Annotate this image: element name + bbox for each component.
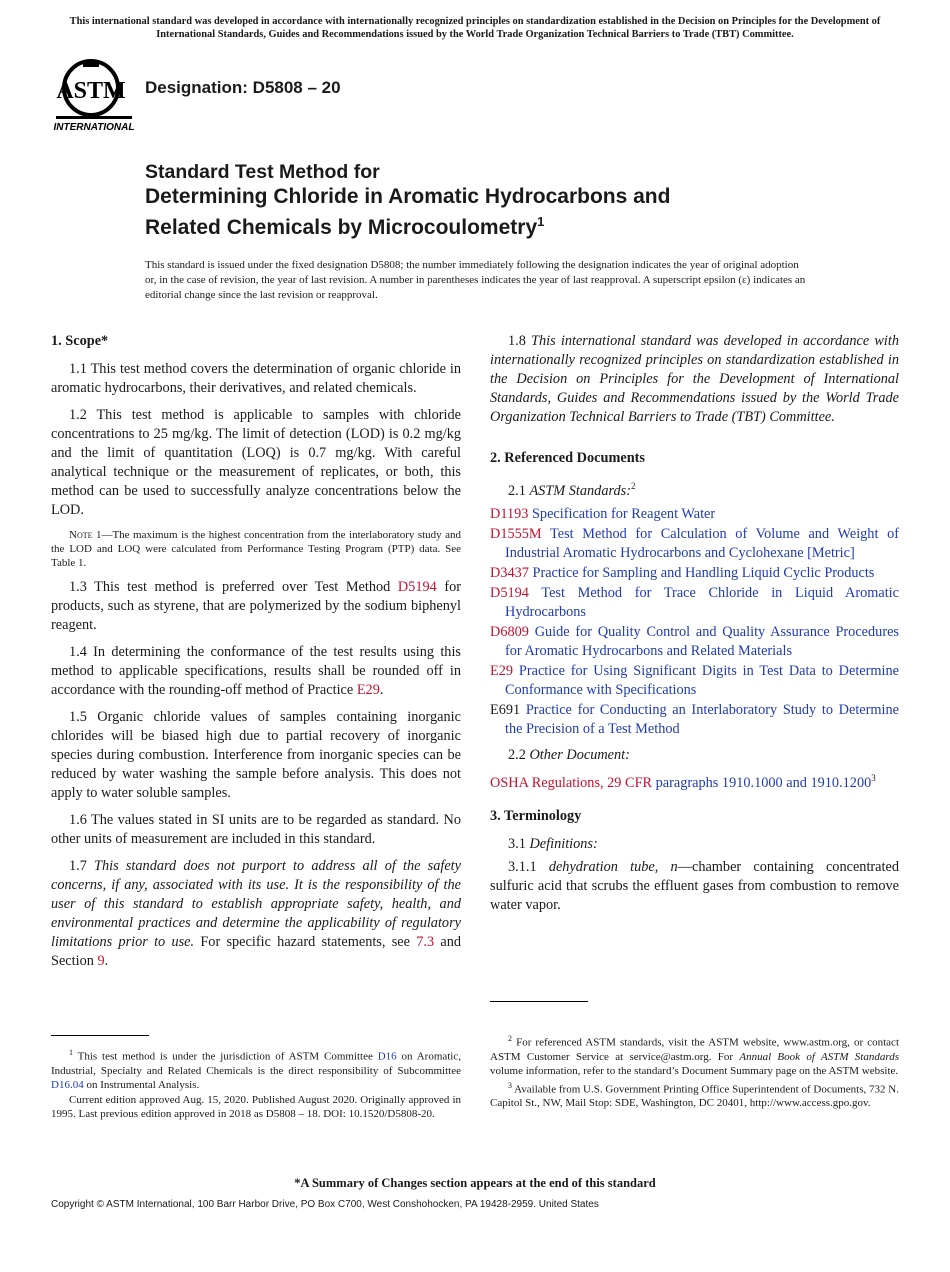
reference-item[interactable] (490, 584, 899, 622)
reference-code[interactable]: D6809 (490, 623, 529, 640)
reference-list (490, 505, 899, 739)
reference-item[interactable] (490, 623, 899, 661)
reference-title[interactable]: Practice for Sampling and Handling Liquid Cyclic Products (532, 564, 875, 581)
link-d16-04[interactable]: D16.04 (51, 1078, 84, 1091)
footnote-1: $^1$ This test method is under the jurisdiction of ASTM Committee D16 on Aromatic, Industrial, Specialty and Related Chemicals is the direct responsibility of Subcommittee D16.04 on Instrumental Analysis. (51, 1048, 462, 1091)
designation: Designation: D5808 – 20 (145, 78, 341, 97)
link-7-3[interactable]: 7.3 (416, 934, 435, 950)
title-footnote-mark: 1 (537, 214, 545, 229)
reference-code[interactable]: E29 (490, 662, 514, 679)
document-title (145, 160, 845, 240)
issue-note: This standard is issued under the fixed designation D5808; the number immediately following the designation indicates the year of original adoption or, in the case of revision, the year of last revision. A number in parentheses indicates the year of last reapproval. A superscript epsilon (ε) indicates an editorial change since the last revision or reapproval. (145, 259, 806, 301)
footnote-3: $^3$ Available from U.S. Government Printing Office Superintendent of Documents, 732 N. Capitol St., NW, Mail Stop: SDE, Washington, DC 20401, http://www.access.gpo.gov. (490, 1080, 899, 1110)
section-heading-scope: 1. Scope* (51, 333, 109, 349)
reference-title[interactable]: Guide for Quality Control and Quality Assurance Procedures for Aromatic Hydrocarbons and Related Materials (505, 623, 899, 659)
link-d16[interactable]: D16 (377, 1050, 397, 1063)
reference-title[interactable]: Test Method for Calculation of Volume and Weight of Industrial Aromatic Hydrocarbons and Cyclohexane [Metric] (505, 525, 899, 561)
reference-code[interactable]: D3437 (490, 564, 529, 581)
reference-item[interactable] (490, 525, 899, 563)
reference-title[interactable]: Practice for Conducting an Interlaboratory Study to Determine the Precision of a Test Method (505, 701, 899, 737)
paragraph-1-5: 1.5 Organic chloride values of samples containing inorganic chlorides will be biased high due to partial recovery of inorganic species during combustion. Interference from inorganic species can be reduced by water washing the sample before analysis. This does not apply to water soluble samples. (51, 709, 461, 801)
reference-title[interactable]: Test Method for Trace Chloride in Liquid Aromatic Hydrocarbons (505, 584, 899, 620)
link-section-9[interactable]: 9 (97, 953, 105, 969)
paragraph-2-1: 2.1 ASTM Standards:$^2$ (508, 481, 636, 499)
astm-logo-icon (53, 58, 135, 134)
paragraph-1-1: 1.1 This test method covers the determination of organic chloride in aromatic hydrocarbons, their derivatives, and related chemicals. (51, 361, 461, 396)
paragraph-1-3: 1.3 This test method is preferred over Test Method D5194 for products, such as styrene, that are polymerized by the sodium biphenyl reagent. (51, 579, 461, 633)
footnotes-right (490, 1032, 899, 1111)
header-note: This international standard was developed in accordance with internationally recognized principles on standardization established in the Decision on Principles for the Development of International Standards, Guides and Recommendations issued by the World Trade Organization Technical Barriers to Trade (TBT) Committee. (69, 16, 881, 40)
reference-item[interactable] (490, 505, 899, 524)
footnote-2: $^2$ For referenced ASTM standards, visit the ASTM website, www.astm.org, or contact ASTM Customer Service at service@astm.org. For Annual Book of ASTM Standards volume information, refer to the standard’s Document Summary page on the ASTM website. (490, 1034, 899, 1077)
reference-code[interactable]: D1193 (490, 505, 529, 522)
right-column (490, 332, 899, 923)
section-heading-terminology: 3. Terminology (490, 807, 582, 824)
note-1-label: Note 1 (69, 529, 102, 541)
paragraph-1-7: 1.7 This standard does not purport to address all of the safety concerns, if any, associated with its use. It is the responsibility of the user of this standard to establish appropriate safety, health, and environmental practices and determine the applicability of regulatory limitations prior to use. For specific hazard statements, see 7.3 and Section 9. (51, 858, 461, 969)
footnote-rule-left (51, 1035, 149, 1036)
reference-item[interactable] (490, 662, 899, 700)
reference-code[interactable]: E691 (490, 701, 521, 718)
paragraph-1-6: 1.6 The values stated in SI units are to be regarded as standard. No other units of measurement are included in this standard. (51, 812, 461, 847)
note-1 (51, 528, 461, 570)
paragraph-1-8: 1.8 This international standard was developed in accordance with internationally recognized principles on standardization established in the Decision on Principles for the Development of International Standards, Guides and Recommendations issued by the World Trade Organization Technical Barriers to Trade (TBT) Committee. (490, 333, 899, 425)
title-line-3: Related Chemicals by Microcoulometry (145, 216, 538, 239)
link-d5194[interactable]: D5194 (397, 579, 437, 595)
footnote-1-edition: Current edition approved Aug. 15, 2020. Published August 2020. Originally approved in 1995. Last previous edition approved in 2018 as D5808 – 18. DOI: 10.1520/D5808-20. (51, 1093, 461, 1120)
note-1-text: —The maximum is the highest concentration from the interlaboratory study and the LOD and LOQ were calculated from Performance Testing Program (PTP) data. See Table 1. (51, 529, 461, 569)
summary-of-changes-note: *A Summary of Changes section appears at the end of this standard (294, 1176, 656, 1190)
reference-osha[interactable]: OSHA Regulations, 29 CFR paragraphs 1910.1000 and 1910.1200$^3$ (490, 772, 876, 791)
title-line-1: Standard Test Method for (145, 161, 380, 183)
paragraph-3-1: 3.1 Definitions: (508, 835, 598, 852)
reference-item[interactable] (490, 564, 899, 583)
logo-text: ASTM (56, 78, 126, 104)
footnotes-left (51, 1046, 461, 1122)
reference-item[interactable] (490, 701, 899, 739)
reference-title-osha[interactable]: paragraphs 1910.1000 and 1910.1200 (655, 774, 872, 791)
footnote-rule-right (490, 1001, 588, 1002)
section-heading-referenced-documents: 2. Referenced Documents (490, 450, 645, 466)
reference-title[interactable]: Specification for Reagent Water (531, 505, 716, 522)
title-line-2: Determining Chloride in Aromatic Hydrocarbons and (145, 185, 671, 208)
reference-code[interactable]: D5194 (490, 584, 529, 601)
paragraph-2-2: 2.2 Other Document: (508, 746, 630, 763)
paragraph-3-1-1: 3.1.1 dehydration tube, n—chamber containing concentrated sulfuric acid that scrubs the effluent gases from combustion to remove water vapor. (490, 858, 899, 913)
reference-title[interactable]: Practice for Using Significant Digits in Test Data to Determine Conformance with Specifications (505, 662, 900, 698)
left-column (51, 332, 461, 979)
link-e29[interactable]: E29 (356, 682, 380, 698)
reference-code[interactable]: D1555M (490, 525, 542, 542)
copyright-line: Copyright © ASTM International, 100 Barr Harbor Drive, PO Box C700, West Conshohocken, PA 19428-2959. United States (51, 1199, 599, 1210)
paragraph-1-2: 1.2 This test method is applicable to samples with chloride concentrations to 25 mg/kg. The limit of detection (LOD) is 0.2 mg/kg and the limit of quantitation (LOQ) is 0.7 mg/kg. With careful analytical technique or the measurement of replicates, or both, this method can be used to successfully analyze concentrations below the LOD. (51, 407, 461, 518)
logo-subtext: INTERNATIONAL (53, 122, 135, 133)
paragraph-1-4: 1.4 In determining the conformance of the test results using this method to applicable specifications, results shall be rounded off in accordance with the rounding-off method of Practice E29. (51, 644, 461, 698)
reference-code-osha[interactable]: OSHA Regulations, 29 CFR (490, 774, 653, 791)
